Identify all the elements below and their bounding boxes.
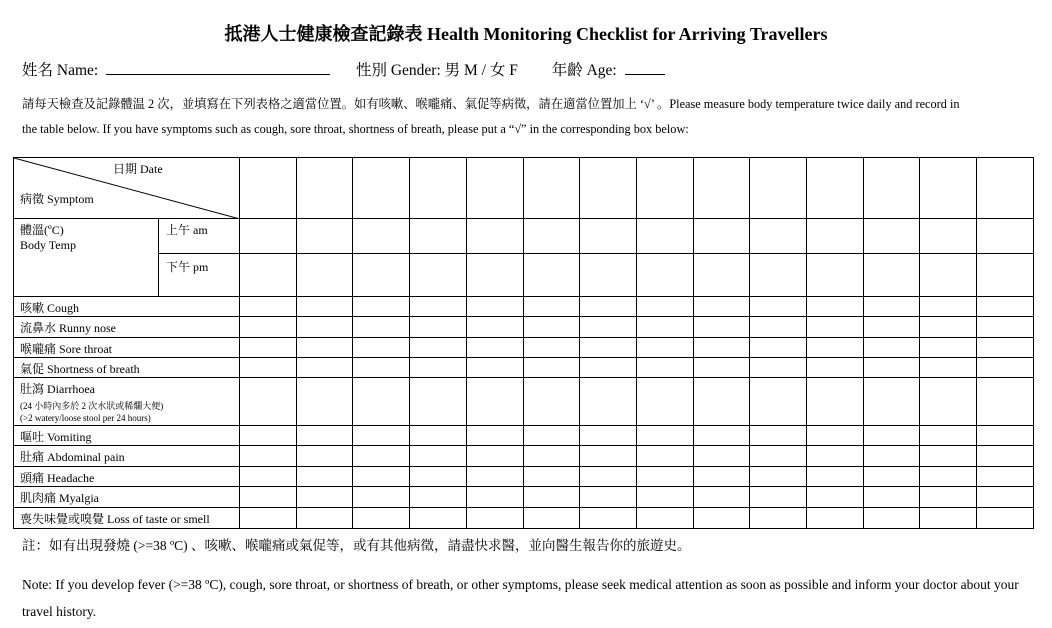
symptom-row-diarrhoea bbox=[14, 378, 1034, 426]
diarrhoea-note-cn: (24 小時內多於 2 次水狀或稀爛大便) bbox=[20, 401, 164, 411]
symptom-label: 頭痛 Headache bbox=[14, 467, 240, 487]
entry-cell[interactable] bbox=[750, 219, 807, 254]
body-temp-pm-row bbox=[14, 254, 1034, 297]
entry-cell[interactable] bbox=[240, 158, 297, 219]
entry-cell[interactable] bbox=[920, 487, 977, 508]
symptom-label: 咳嗽 Cough bbox=[14, 297, 240, 317]
entry-cell[interactable] bbox=[977, 317, 1034, 338]
entry-cell[interactable] bbox=[636, 338, 693, 358]
entry-cell[interactable] bbox=[807, 426, 864, 446]
body-temp-label-cn: 體溫(ºC) bbox=[20, 223, 64, 237]
entry-cell[interactable] bbox=[807, 297, 864, 317]
entry-cell[interactable] bbox=[466, 158, 523, 219]
diarrhoea-note-en: (>2 watery/loose stool per 24 hours) bbox=[20, 413, 151, 423]
header-date: 日期 Date bbox=[113, 162, 163, 176]
entry-cell[interactable] bbox=[523, 467, 580, 487]
note-chinese: 註：如有出現發燒 (>=38 ºC) 、咳嗽、喉嚨痛或氣促等，或有其他病徵，請盡快求醫，並向醫生報告你的旅遊史。 bbox=[22, 538, 691, 553]
body-temp-label bbox=[14, 219, 159, 297]
symptom-label-diarrhoea bbox=[14, 378, 240, 426]
entry-cell[interactable] bbox=[807, 158, 864, 219]
entry-cell[interactable] bbox=[807, 378, 864, 426]
entry-cell[interactable] bbox=[466, 378, 523, 426]
entry-cell[interactable] bbox=[863, 158, 920, 219]
entry-cell[interactable] bbox=[296, 487, 353, 508]
entry-cell[interactable] bbox=[807, 254, 864, 297]
entry-cell[interactable] bbox=[636, 317, 693, 338]
entry-cell[interactable] bbox=[693, 358, 750, 378]
entry-cell[interactable] bbox=[466, 467, 523, 487]
entry-cell[interactable] bbox=[863, 487, 920, 508]
symptom-label: 肚痛 Abdominal pain bbox=[14, 446, 240, 467]
name-field[interactable] bbox=[106, 60, 330, 75]
entry-cell[interactable] bbox=[920, 254, 977, 297]
entry-cell[interactable] bbox=[750, 254, 807, 297]
entry-cell[interactable] bbox=[920, 358, 977, 378]
entry-cell[interactable] bbox=[240, 446, 297, 467]
entry-cell[interactable] bbox=[636, 487, 693, 508]
entry-cell[interactable] bbox=[240, 297, 297, 317]
entry-cell[interactable] bbox=[693, 487, 750, 508]
entry-cell[interactable] bbox=[807, 446, 864, 467]
entry-cell[interactable] bbox=[580, 317, 637, 338]
entry-cell[interactable] bbox=[296, 158, 353, 219]
entry-cell[interactable] bbox=[580, 254, 637, 297]
symptom-row-loss-of-taste-smell bbox=[14, 508, 1034, 529]
entry-cell[interactable] bbox=[410, 338, 467, 358]
gender-label: 性別 Gender: 男 M / 女 F bbox=[355, 62, 518, 79]
entry-cell[interactable] bbox=[580, 358, 637, 378]
entry-cell[interactable] bbox=[807, 508, 864, 529]
entry-cell[interactable] bbox=[920, 219, 977, 254]
entry-cell[interactable] bbox=[636, 158, 693, 219]
entry-cell[interactable] bbox=[410, 297, 467, 317]
age-label: 年齡 Age: bbox=[551, 62, 617, 79]
entry-cell[interactable] bbox=[750, 467, 807, 487]
symptom-label: 氣促 Shortness of breath bbox=[14, 358, 240, 378]
entry-cell[interactable] bbox=[863, 467, 920, 487]
entry-cell[interactable] bbox=[636, 219, 693, 254]
entry-cell[interactable] bbox=[523, 446, 580, 467]
entry-cell[interactable] bbox=[636, 254, 693, 297]
entry-cell[interactable] bbox=[750, 508, 807, 529]
entry-cell[interactable] bbox=[410, 487, 467, 508]
form-title: 抵港人士健康檢查記錄表 Health Monitoring Checklist for Arriving Travellers bbox=[224, 24, 828, 44]
entry-cell[interactable] bbox=[240, 467, 297, 487]
entry-cell[interactable] bbox=[693, 158, 750, 219]
entry-cell[interactable] bbox=[693, 378, 750, 426]
entry-cell[interactable] bbox=[580, 158, 637, 219]
entry-cell[interactable] bbox=[807, 219, 864, 254]
entry-cell[interactable] bbox=[693, 508, 750, 529]
entry-cell[interactable] bbox=[240, 358, 297, 378]
entry-cell[interactable] bbox=[466, 426, 523, 446]
entry-cell[interactable] bbox=[240, 317, 297, 338]
entry-cell[interactable] bbox=[296, 219, 353, 254]
entry-cell[interactable] bbox=[920, 508, 977, 529]
header-symptom: 病徵 Symptom bbox=[20, 192, 94, 206]
entry-cell[interactable] bbox=[580, 467, 637, 487]
entry-cell[interactable] bbox=[296, 508, 353, 529]
entry-cell[interactable] bbox=[523, 426, 580, 446]
entry-cell[interactable] bbox=[920, 297, 977, 317]
note-english: Note: If you develop fever (>=38 ºC), cough, sore throat, or shortness of breath, or other symptoms, please seek medical attention as soon as possible and inform your doctor about your travel history. bbox=[22, 577, 1019, 619]
am-label: 上午 am bbox=[159, 219, 240, 254]
entry-cell[interactable] bbox=[636, 378, 693, 426]
entry-cell[interactable] bbox=[693, 467, 750, 487]
entry-cell[interactable] bbox=[977, 297, 1034, 317]
entry-cell[interactable] bbox=[410, 254, 467, 297]
entry-cell[interactable] bbox=[466, 508, 523, 529]
entry-cell[interactable] bbox=[523, 508, 580, 529]
entry-cell[interactable] bbox=[750, 297, 807, 317]
symptom-row-cough bbox=[14, 297, 1034, 317]
entry-cell[interactable] bbox=[636, 508, 693, 529]
entry-cell[interactable] bbox=[580, 297, 637, 317]
entry-cell[interactable] bbox=[693, 317, 750, 338]
entry-cell[interactable] bbox=[636, 426, 693, 446]
entry-cell[interactable] bbox=[693, 297, 750, 317]
entry-cell[interactable] bbox=[750, 426, 807, 446]
entry-cell[interactable] bbox=[240, 338, 297, 358]
entry-cell[interactable] bbox=[807, 467, 864, 487]
entry-cell[interactable] bbox=[750, 378, 807, 426]
entry-cell[interactable] bbox=[636, 446, 693, 467]
entry-cell[interactable] bbox=[636, 467, 693, 487]
entry-cell[interactable] bbox=[466, 297, 523, 317]
entry-cell[interactable] bbox=[523, 317, 580, 338]
symptom-label: 喪失味覺或嗅覺 Loss of taste or smell bbox=[14, 508, 240, 529]
entry-cell[interactable] bbox=[863, 508, 920, 529]
entry-cell[interactable] bbox=[353, 378, 410, 426]
entry-cell[interactable] bbox=[863, 446, 920, 467]
header-diagonal-cell bbox=[14, 158, 240, 219]
entry-cell[interactable] bbox=[580, 219, 637, 254]
entry-cell[interactable] bbox=[863, 358, 920, 378]
entry-cell[interactable] bbox=[466, 219, 523, 254]
entry-cell[interactable] bbox=[863, 219, 920, 254]
entry-cell[interactable] bbox=[863, 317, 920, 338]
entry-cell[interactable] bbox=[410, 446, 467, 467]
symptom-row-headache bbox=[14, 467, 1034, 487]
symptom-row-vomiting bbox=[14, 426, 1034, 446]
entry-cell[interactable] bbox=[580, 338, 637, 358]
entry-cell[interactable] bbox=[750, 358, 807, 378]
entry-cell[interactable] bbox=[240, 219, 297, 254]
entry-cell[interactable] bbox=[750, 158, 807, 219]
entry-cell[interactable] bbox=[523, 358, 580, 378]
entry-cell[interactable] bbox=[977, 426, 1034, 446]
entry-cell[interactable] bbox=[750, 317, 807, 338]
entry-cell[interactable] bbox=[977, 338, 1034, 358]
entry-cell[interactable] bbox=[750, 338, 807, 358]
entry-cell[interactable] bbox=[466, 358, 523, 378]
entry-cell[interactable] bbox=[693, 426, 750, 446]
entry-cell[interactable] bbox=[240, 487, 297, 508]
entry-cell[interactable] bbox=[580, 426, 637, 446]
personal-info-row bbox=[22, 58, 665, 80]
entry-cell[interactable] bbox=[977, 158, 1034, 219]
entry-cell[interactable] bbox=[523, 254, 580, 297]
entry-cell[interactable] bbox=[807, 358, 864, 378]
entry-cell[interactable] bbox=[580, 378, 637, 426]
instructions-line2: the table below. If you have symptoms such as cough, sore throat, shortness of breath, please put a “√” in the corresponding box below: bbox=[22, 122, 689, 136]
entry-cell[interactable] bbox=[807, 487, 864, 508]
entry-cell[interactable] bbox=[523, 219, 580, 254]
entry-cell[interactable] bbox=[523, 378, 580, 426]
entry-cell[interactable] bbox=[296, 297, 353, 317]
entry-cell[interactable] bbox=[863, 254, 920, 297]
entry-cell[interactable] bbox=[523, 297, 580, 317]
entry-cell[interactable] bbox=[693, 446, 750, 467]
instructions-line1: 請每天檢查及記錄體温 2 次，並填寫在下列表格之適當位置。如有咳嗽、喉嚨痛、氣促等病徵，請在適當位置加上 ‘√’ 。Please measure body temperature twice daily and record in bbox=[22, 97, 960, 111]
entry-cell[interactable] bbox=[750, 446, 807, 467]
body-temp-am-row bbox=[14, 219, 1034, 254]
entry-cell[interactable] bbox=[920, 317, 977, 338]
symptom-label: 肚瀉 Diarrhoea bbox=[20, 382, 95, 396]
entry-cell[interactable] bbox=[240, 378, 297, 426]
entry-cell[interactable] bbox=[863, 338, 920, 358]
name-label: 姓名 Name: bbox=[22, 62, 99, 79]
entry-cell[interactable] bbox=[523, 487, 580, 508]
entry-cell[interactable] bbox=[523, 158, 580, 219]
entry-cell[interactable] bbox=[580, 487, 637, 508]
entry-cell[interactable] bbox=[410, 219, 467, 254]
entry-cell[interactable] bbox=[693, 254, 750, 297]
entry-cell[interactable] bbox=[296, 467, 353, 487]
entry-cell[interactable] bbox=[353, 158, 410, 219]
entry-cell[interactable] bbox=[296, 378, 353, 426]
entry-cell[interactable] bbox=[240, 426, 297, 446]
symptom-label: 肌肉痛 Myalgia bbox=[14, 487, 240, 508]
header-row bbox=[14, 158, 1034, 219]
entry-cell[interactable] bbox=[977, 358, 1034, 378]
symptom-row-myalgia bbox=[14, 487, 1034, 508]
entry-cell[interactable] bbox=[920, 446, 977, 467]
entry-cell[interactable] bbox=[807, 317, 864, 338]
entry-cell[interactable] bbox=[353, 358, 410, 378]
entry-cell[interactable] bbox=[466, 254, 523, 297]
entry-cell[interactable] bbox=[353, 467, 410, 487]
entry-cell[interactable] bbox=[920, 378, 977, 426]
pm-label: 下午 pm bbox=[159, 254, 240, 297]
body-temp-label-en: Body Temp bbox=[20, 238, 76, 252]
entry-cell[interactable] bbox=[466, 338, 523, 358]
entry-cell[interactable] bbox=[636, 358, 693, 378]
entry-cell[interactable] bbox=[863, 426, 920, 446]
entry-cell[interactable] bbox=[466, 487, 523, 508]
entry-cell[interactable] bbox=[296, 338, 353, 358]
entry-cell[interactable] bbox=[353, 254, 410, 297]
entry-cell[interactable] bbox=[693, 219, 750, 254]
entry-cell[interactable] bbox=[296, 358, 353, 378]
entry-cell[interactable] bbox=[750, 487, 807, 508]
checklist-table bbox=[13, 157, 1034, 529]
entry-cell[interactable] bbox=[466, 317, 523, 338]
entry-cell[interactable] bbox=[466, 446, 523, 467]
entry-cell[interactable] bbox=[296, 426, 353, 446]
entry-cell[interactable] bbox=[353, 487, 410, 508]
symptom-label: 嘔吐 Vomiting bbox=[14, 426, 240, 446]
entry-cell[interactable] bbox=[240, 508, 297, 529]
entry-cell[interactable] bbox=[580, 508, 637, 529]
entry-cell[interactable] bbox=[636, 297, 693, 317]
symptom-row-runny-nose bbox=[14, 317, 1034, 338]
instructions bbox=[22, 92, 1052, 142]
entry-cell[interactable] bbox=[977, 487, 1034, 508]
entry-cell[interactable] bbox=[977, 467, 1034, 487]
entry-cell[interactable] bbox=[410, 467, 467, 487]
entry-cell[interactable] bbox=[977, 219, 1034, 254]
entry-cell[interactable] bbox=[977, 508, 1034, 529]
entry-cell[interactable] bbox=[693, 338, 750, 358]
entry-cell[interactable] bbox=[296, 254, 353, 297]
entry-cell[interactable] bbox=[353, 338, 410, 358]
entry-cell[interactable] bbox=[410, 358, 467, 378]
age-field[interactable] bbox=[625, 60, 665, 75]
entry-cell[interactable] bbox=[920, 426, 977, 446]
entry-cell[interactable] bbox=[920, 467, 977, 487]
entry-cell[interactable] bbox=[920, 338, 977, 358]
entry-cell[interactable] bbox=[353, 446, 410, 467]
entry-cell[interactable] bbox=[410, 426, 467, 446]
entry-cell[interactable] bbox=[523, 338, 580, 358]
entry-cell[interactable] bbox=[353, 219, 410, 254]
entry-cell[interactable] bbox=[863, 297, 920, 317]
symptom-label: 流鼻水 Runny nose bbox=[14, 317, 240, 338]
entry-cell[interactable] bbox=[410, 508, 467, 529]
symptom-row-sore-throat bbox=[14, 338, 1034, 358]
symptom-label: 喉嚨痛 Sore throat bbox=[14, 338, 240, 358]
entry-cell[interactable] bbox=[977, 446, 1034, 467]
entry-cell[interactable] bbox=[353, 297, 410, 317]
entry-cell[interactable] bbox=[296, 317, 353, 338]
entry-cell[interactable] bbox=[296, 446, 353, 467]
entry-cell[interactable] bbox=[410, 317, 467, 338]
symptom-row-shortness-of-breath bbox=[14, 358, 1034, 378]
entry-cell[interactable] bbox=[410, 158, 467, 219]
entry-cell[interactable] bbox=[977, 254, 1034, 297]
entry-cell[interactable] bbox=[920, 158, 977, 219]
symptom-row-abdominal-pain bbox=[14, 446, 1034, 467]
entry-cell[interactable] bbox=[580, 446, 637, 467]
entry-cell[interactable] bbox=[977, 378, 1034, 426]
entry-cell[interactable] bbox=[410, 378, 467, 426]
entry-cell[interactable] bbox=[240, 254, 297, 297]
entry-cell[interactable] bbox=[353, 508, 410, 529]
entry-cell[interactable] bbox=[863, 378, 920, 426]
entry-cell[interactable] bbox=[353, 426, 410, 446]
entry-cell[interactable] bbox=[807, 338, 864, 358]
entry-cell[interactable] bbox=[353, 317, 410, 338]
